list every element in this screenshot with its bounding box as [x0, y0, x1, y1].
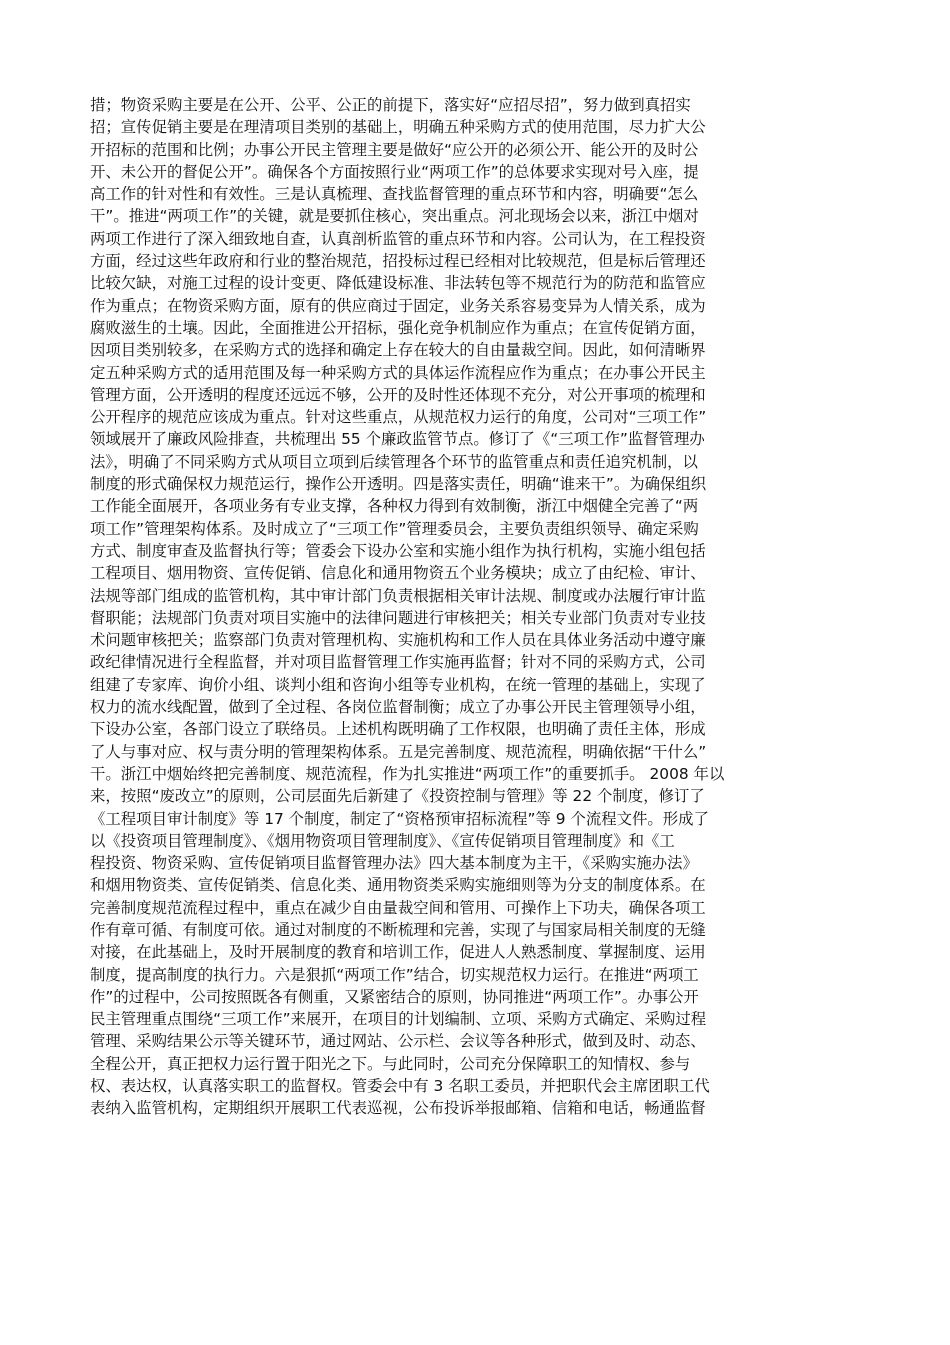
text-line: 方面，经过这些年政府和行业的整治规范，招投标过程已经相对比较规范，但是标后管理还 — [90, 252, 706, 271]
text-line: 政纪律情况进行全程监督，并对项目监督管理工作实施再监督；针对不同的采购方式，公司 — [90, 653, 706, 672]
text-line: 制度的形式确保权力规范运行，操作公开透明。四是落实责任，明确“谁来干”。为确保组织 — [90, 475, 707, 494]
text-line: 领域展开了廉政风险排查，共梳理出 55 个廉政监管节点。修订了《“三项工作”监督管理办 — [90, 430, 705, 449]
body-text — [90, 94, 880, 1120]
text-line: 法规等部门组成的监管机构，其中审计部门负责根据相关审计法规、制度或办法履行审计监 — [90, 586, 706, 605]
text-line: 腐败滋生的土壤。因此，全面推进公开招标，强化竞争机制应作为重点；在宣传促销方面， — [90, 318, 706, 337]
text-line: 方式、制度审查及监督执行等；管委会下设办公室和实施小组作为执行机构，实施小组包括 — [90, 541, 706, 560]
text-line: 高工作的针对性和有效性。三是认真梳理、查找监督管理的重点环节和内容，明确要“怎么 — [90, 185, 699, 204]
text-line: 完善制度规范流程过程中，重点在减少自由量裁空间和管用、可操作上下功夫，确保各项工 — [90, 898, 706, 917]
text-line: 下设办公室，各部门设立了联络员。上述机构既明确了工作权限，也明确了责任主体，形成 — [90, 720, 706, 739]
text-line: 组建了专家库、询价小组、谈判小组和咨询小组等专业机构，在统一管理的基础上，实现了 — [90, 675, 706, 694]
text-line: 作为重点；在物资采购方面，原有的供应商过于固定，业务关系容易变异为人情关系，成为 — [90, 296, 706, 315]
text-line: 项工作”管理架构体系。及时成立了“三项工作”管理委员会，主要负责组织领导、确定采购 — [90, 519, 699, 538]
text-line: 干。浙江中烟始终把完善制度、规范流程，作为扎实推进“两项工作”的重要抓手。 2008 年以 — [90, 764, 725, 783]
text-line: 定五种采购方式的适用范围及每一种采购方式的具体运作流程应作为重点；在办事公开民主 — [90, 363, 706, 382]
text-line: 管理方面，公开透明的程度还远远不够，公开的及时性还体现不充分，对公开事项的梳理和 — [90, 385, 706, 404]
text-line: 制度，提高制度的执行力。六是狠抓“两项工作”结合，切实规范权力运行。在推进“两项工 — [90, 965, 699, 984]
text-line: 和烟用物资类、宣传促销类、信息化类、通用物资类采购实施细则等为分支的制度体系。在 — [90, 876, 706, 895]
text-line: 权力的流水线配置，做到了全过程、各岗位监督制衡；成立了办事公开民主管理领导小组， — [90, 698, 706, 717]
text-line: 以《投资项目管理制度》、《烟用物资项目管理制度》、《宣传促销项目管理制度》和《工 — [90, 831, 675, 850]
text-line: 法》，明确了不同采购方式从项目立项到后续管理各个环节的监管重点和责任追究机制，以 — [90, 452, 698, 471]
text-line: 表纳入监管机构，定期组织开展职工代表巡视，公布投诉举报邮箱、信箱和电话，畅通监督 — [90, 1099, 706, 1118]
text-line: 招；宣传促销主要是在理清项目类别的基础上，明确五种采购方式的使用范围，尽力扩大公 — [90, 118, 706, 137]
text-line: 权、表达权，认真落实职工的监督权。管委会中有 3 名职工委员，并把职代会主席团职工代 — [90, 1077, 710, 1096]
text-line: 管理、采购结果公示等关键环节，通过网站、公示栏、会议等各种形式，做到及时、动态、 — [90, 1032, 706, 1051]
text-line: 作”的过程中，公司按照既各有侧重，又紧密结合的原则，协同推进“两项工作”。办事公开 — [90, 987, 699, 1006]
text-line: 两项工作进行了深入细致地自查，认真剖析监管的重点环节和内容。公司认为，在工程投资 — [90, 229, 706, 248]
text-line: 《工程项目审计制度》等 17 个制度，制定了“资格预审招标流程”等 9 个流程文件。形成了 — [90, 809, 709, 828]
text-line: 术问题审核把关；监察部门负责对管理机构、实施机构和工作人员在具体业务活动中遵守廉 — [90, 631, 706, 650]
text-line: 公开程序的规范应该成为重点。针对这些重点，从规范权力运行的角度，公司对“三项工作” — [90, 408, 707, 427]
text-line: 措；物资采购主要是在公开、公平、公正的前提下，落实好“应招尽招”，努力做到真招实 — [90, 96, 691, 114]
text-line: 民主管理重点围绕“三项工作”来展开，在项目的计划编制、立项、采购方式确定、采购过程 — [90, 1010, 707, 1029]
text-line: 督职能；法规部门负责对项目实施中的法律问题进行审核把关；相关专业部门负责对专业技 — [90, 608, 706, 627]
text-line: 开招标的范围和比例；办事公开民主管理主要是做好“应公开的必须公开、能公开的及时公 — [90, 140, 699, 159]
text-line: 全程公开，真正把权力运行置于阳光之下。与此同时，公司充分保障职工的知情权、参与 — [90, 1054, 691, 1073]
text-line: 因项目类别较多，在采购方式的选择和确定上存在较大的自由量裁空间。因此，如何清晰界 — [90, 341, 706, 360]
text-line: 比较欠缺，对施工过程的设计变更、降低建设标准、非法转包等不规范行为的防范和监管应 — [90, 274, 706, 293]
text-line: 了人与事对应、权与责分明的管理架构体系。五是完善制度、规范流程，明确依据“干什么” — [90, 742, 707, 761]
text-line: 工程项目、烟用物资、宣传促销、信息化和通用物资五个业务模块；成立了由纪检、审计、 — [90, 564, 706, 583]
text-line: 作有章可循、有制度可依。通过对制度的不断梳理和完善，实现了与国家局相关制度的无缝 — [90, 920, 706, 939]
text-line: 干”。推进“两项工作”的关键，就是要抓住核心，突出重点。河北现场会以来，浙江中烟对 — [90, 207, 699, 226]
text-line: 对接，在此基础上，及时开展制度的教育和培训工作，促进人人熟悉制度、掌握制度、运用 — [90, 943, 706, 962]
text-line: 工作能全面展开，各项业务有专业支撑，各种权力得到有效制衡，浙江中烟健全完善了“两 — [90, 497, 699, 516]
text-line: 开、未公开的督促公开”。确保各个方面按照行业“两项工作”的总体要求实现对号入座，提 — [90, 162, 699, 181]
text-line: 来，按照“废改立”的原则，公司层面先后新建了《投资控制与管理》等 22 个制度，修订了 — [90, 787, 705, 806]
text-line: 程投资、物资采购、宣传促销项目监督管理办法》四大基本制度为主干，《采购实施办法》 — [90, 854, 698, 873]
